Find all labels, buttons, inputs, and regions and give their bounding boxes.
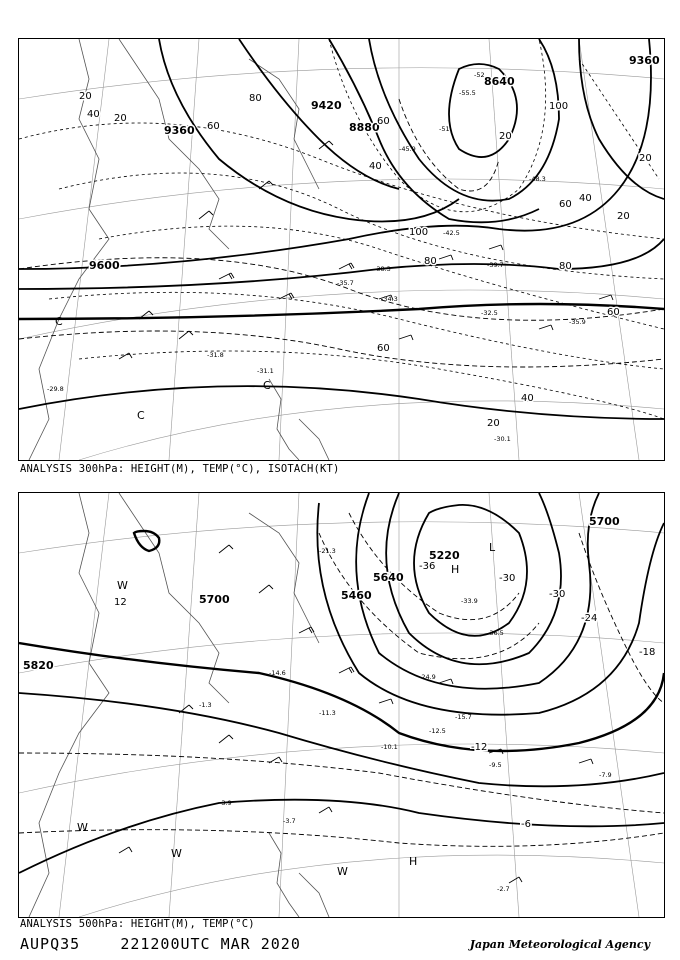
isotach-label: 40 (579, 193, 592, 204)
caption-300hpa: ANALYSIS 300hPa: HEIGHT(M), TEMP(°C), ISOTACH(KT) (20, 463, 340, 475)
isotach-lines (19, 39, 664, 419)
temperature-label: -35.9 (569, 318, 586, 326)
pressure-symbols (77, 541, 496, 878)
low-symbol: L (489, 541, 496, 554)
agency-name: Japan Meteorological Agency (469, 938, 650, 951)
observation-label: -33.9 (461, 597, 478, 605)
isotach-labels (79, 91, 652, 429)
observation-label: -21.3 (319, 547, 336, 555)
height-label: 5700 (589, 515, 620, 528)
temperature-label: 12 (114, 597, 127, 608)
observation-label: -36.5 (487, 629, 504, 637)
temperature-label: -55.5 (459, 89, 476, 97)
observation-label: -3.9 (219, 799, 232, 807)
observation-label: -14.6 (269, 669, 286, 677)
warm-center-symbol: W (77, 821, 88, 834)
isotach-label: 60 (207, 121, 220, 132)
isotach-label: 20 (114, 113, 127, 124)
temperature-lines (19, 513, 664, 846)
latlon-grid (19, 493, 664, 917)
temperature-label: -38.3 (374, 265, 391, 273)
isotach-label: 20 (617, 211, 630, 222)
temperature-labels (114, 561, 655, 830)
temperature-label: -34.3 (381, 295, 398, 303)
height-label: 9600 (89, 259, 120, 272)
map-300hpa-svg (19, 39, 664, 460)
temperature-labels (47, 71, 586, 443)
temperature-label: -30 (499, 573, 516, 584)
isotach-label: 100 (549, 101, 569, 112)
observation-label: -15.7 (455, 713, 472, 721)
isotach-label: 60 (607, 307, 620, 318)
temperature-label: -48.3 (529, 175, 546, 183)
chart-code: AUPQ35 (20, 935, 81, 953)
height-label: 8640 (484, 75, 515, 88)
height-label: 9360 (629, 54, 660, 67)
isotach-label: 60 (559, 199, 572, 210)
chart-code-and-time (20, 935, 301, 953)
isotach-label: 40 (369, 161, 382, 172)
high-symbol: H (451, 563, 460, 576)
isotach-label: 20 (487, 418, 500, 429)
observation-label: -24.9 (419, 673, 436, 681)
caption-500hpa: ANALYSIS 500hPa: HEIGHT(M), TEMP(°C) (20, 918, 255, 930)
observation-label: -9.5 (489, 761, 502, 769)
isotach-label: 20 (499, 131, 512, 142)
warm-center-symbol: W (171, 847, 182, 860)
isotach-label: 40 (87, 109, 100, 120)
height-label: 5640 (373, 571, 404, 584)
warm-center-symbol: W (337, 865, 348, 878)
height-label: 5220 (429, 549, 460, 562)
analysis-500hpa-map (18, 492, 665, 918)
warm-center-symbol: W (117, 579, 128, 592)
cold-center-symbol: C (137, 409, 145, 422)
high-symbol: H (409, 855, 418, 868)
observation-label: -11.3 (319, 709, 336, 717)
temperature-label: -39.7 (487, 261, 504, 269)
height-label: 9360 (164, 124, 195, 137)
analysis-300hpa-map (18, 38, 665, 461)
isotach-label: 80 (424, 256, 437, 267)
cold-center-symbol: C (263, 379, 271, 392)
temperature-label: -45.9 (399, 145, 416, 153)
observation-label: -1.3 (199, 701, 212, 709)
temperature-lines (19, 99, 664, 367)
cold-center-symbol: C (55, 315, 63, 328)
temperature-label: -31.8 (207, 351, 224, 359)
isotach-label: 60 (377, 343, 390, 354)
isotach-label: 80 (559, 261, 572, 272)
observation-label: -2.7 (497, 885, 510, 893)
chart-datetime: 221200UTC MAR 2020 (120, 935, 301, 953)
temperature-label: -42.5 (443, 229, 460, 237)
temperature-label: -18 (639, 647, 656, 658)
temperature-label: -32.5 (481, 309, 498, 317)
temperature-label: -24 (581, 613, 598, 624)
height-label: 8880 (349, 121, 380, 134)
height-label: 5820 (23, 659, 54, 672)
observation-label: -7.9 (599, 771, 612, 779)
height-label: 5700 (199, 593, 230, 606)
isotach-label: 80 (249, 93, 262, 104)
temperature-label: -36 (419, 561, 436, 572)
temperature-label: -6 (521, 819, 531, 830)
observation-label: -10.1 (381, 743, 398, 751)
isotach-label: 100 (409, 227, 429, 238)
temperature-label: -29.8 (47, 385, 64, 393)
temperature-label: -31.1 (257, 367, 274, 375)
observation-label: -12.5 (429, 727, 446, 735)
temperature-label: -52 (474, 71, 485, 79)
height-labels (23, 515, 620, 672)
temperature-label: -35.7 (337, 279, 354, 287)
isotach-label: 20 (79, 91, 92, 102)
height-label: 5460 (341, 589, 372, 602)
map-500hpa-svg (19, 493, 664, 917)
height-contours (19, 39, 664, 419)
temperature-label: -51 (439, 125, 450, 133)
isotach-label: 20 (639, 153, 652, 164)
temperature-label: -30.1 (494, 435, 511, 443)
observation-label: -3.7 (283, 817, 296, 825)
height-label: 9420 (311, 99, 342, 112)
isotach-label: 60 (377, 116, 390, 127)
temperature-label: -12 (471, 742, 488, 753)
isotach-label: 40 (521, 393, 534, 404)
temperature-label: -30 (549, 589, 566, 600)
height-contours (19, 493, 664, 873)
